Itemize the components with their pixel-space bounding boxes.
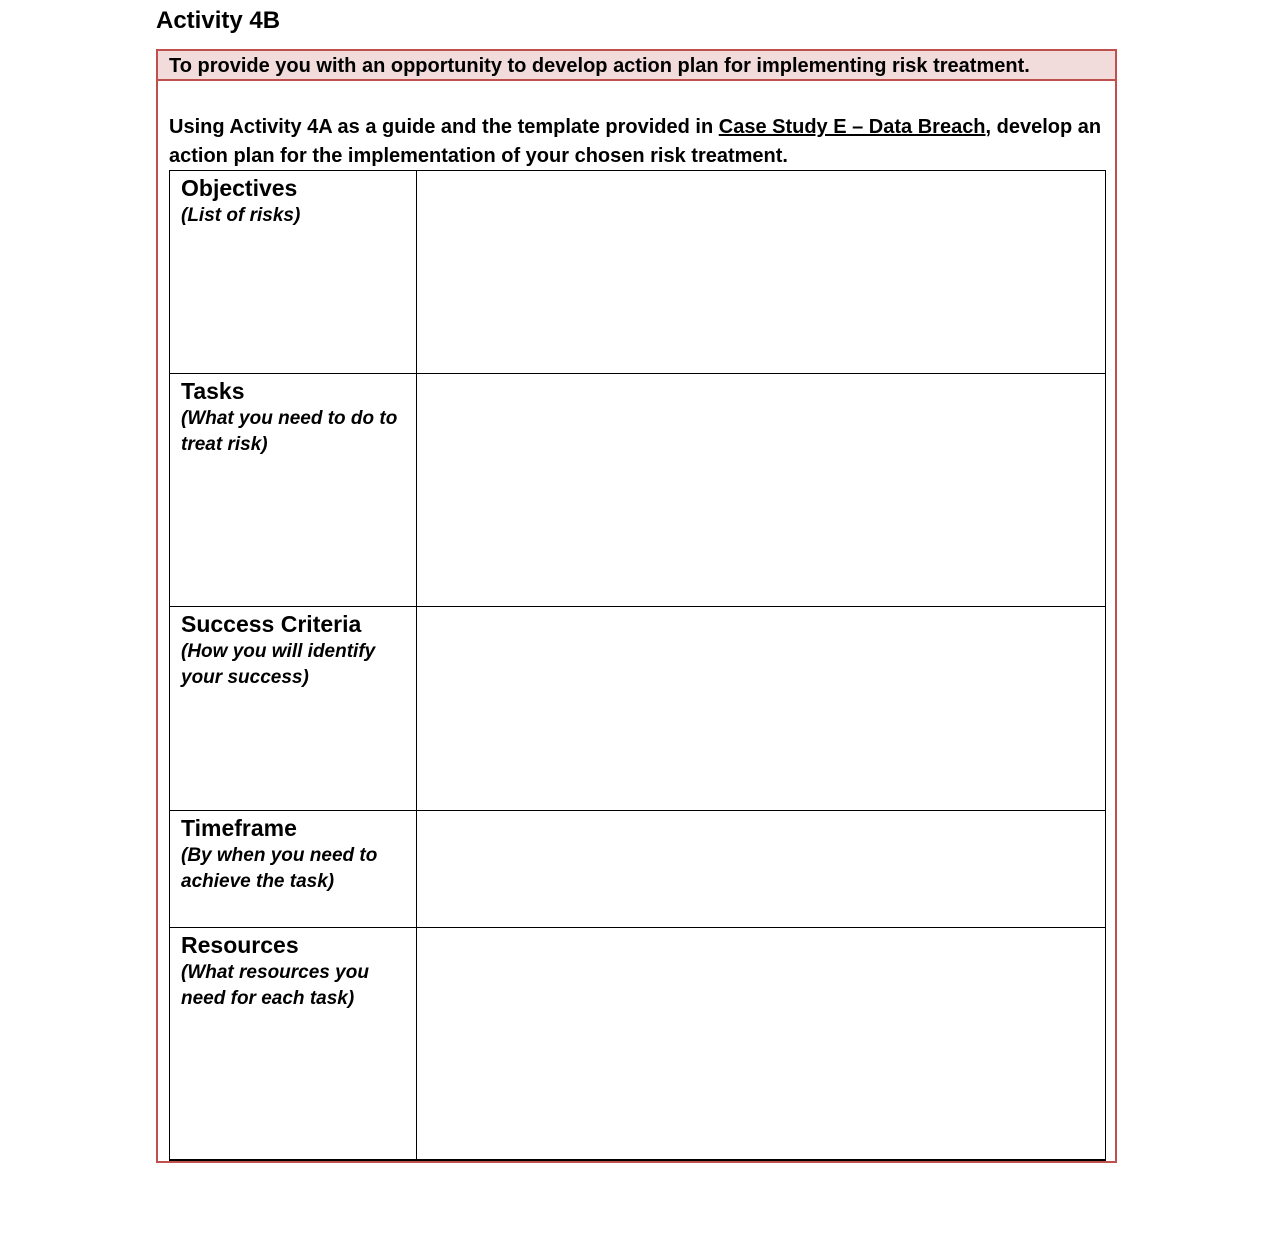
purpose-statement: To provide you with an opportunity to develop action plan for implementing risk treatment. <box>158 51 1115 81</box>
row-hint-tasks: (What you need to do to treat risk) <box>181 408 398 455</box>
table-row-success-criteria <box>170 607 1106 811</box>
instructions-text-start: Using Activity 4A as a guide and the template provided in <box>169 116 719 138</box>
entry-cell <box>417 811 1106 928</box>
row-label-cell <box>170 374 417 607</box>
row-hint-timeframe: (By when you need to achieve the task) <box>181 845 378 892</box>
row-label-cell <box>170 928 417 1160</box>
row-label-cell <box>170 607 417 811</box>
entry-cell <box>417 171 1106 374</box>
row-hint-objectives: (List of risks) <box>181 205 301 226</box>
case-study-link[interactable]: Case Study E – Data Breach <box>718 116 986 138</box>
page-title: Activity 4B <box>156 7 281 34</box>
row-title-tasks: Tasks <box>181 378 245 404</box>
row-label-cell <box>170 811 417 928</box>
table-row-objectives <box>170 171 1106 374</box>
row-label-cell <box>170 171 417 374</box>
entry-cell <box>417 928 1106 1160</box>
row-title-objectives: Objectives <box>181 175 298 201</box>
row-hint-success-criteria: (How you will identify your success) <box>181 641 376 688</box>
activity-box <box>156 49 1117 1163</box>
table-row-timeframe <box>170 811 1106 928</box>
entry-cell <box>417 374 1106 607</box>
row-hint-resources: (What resources you need for each task) <box>181 962 369 1009</box>
action-plan-table <box>169 170 1106 1161</box>
table-row-tasks <box>170 374 1106 607</box>
entry-cell <box>417 607 1106 811</box>
table-row-resources <box>170 928 1106 1160</box>
instructions-paragraph <box>169 113 1104 171</box>
row-title-resources: Resources <box>181 932 299 958</box>
instructions-text-end: , develop an action plan for the implementation of your chosen risk treatment. <box>169 116 1102 167</box>
row-title-timeframe: Timeframe <box>181 815 297 841</box>
row-title-success-criteria: Success Criteria <box>181 611 362 637</box>
